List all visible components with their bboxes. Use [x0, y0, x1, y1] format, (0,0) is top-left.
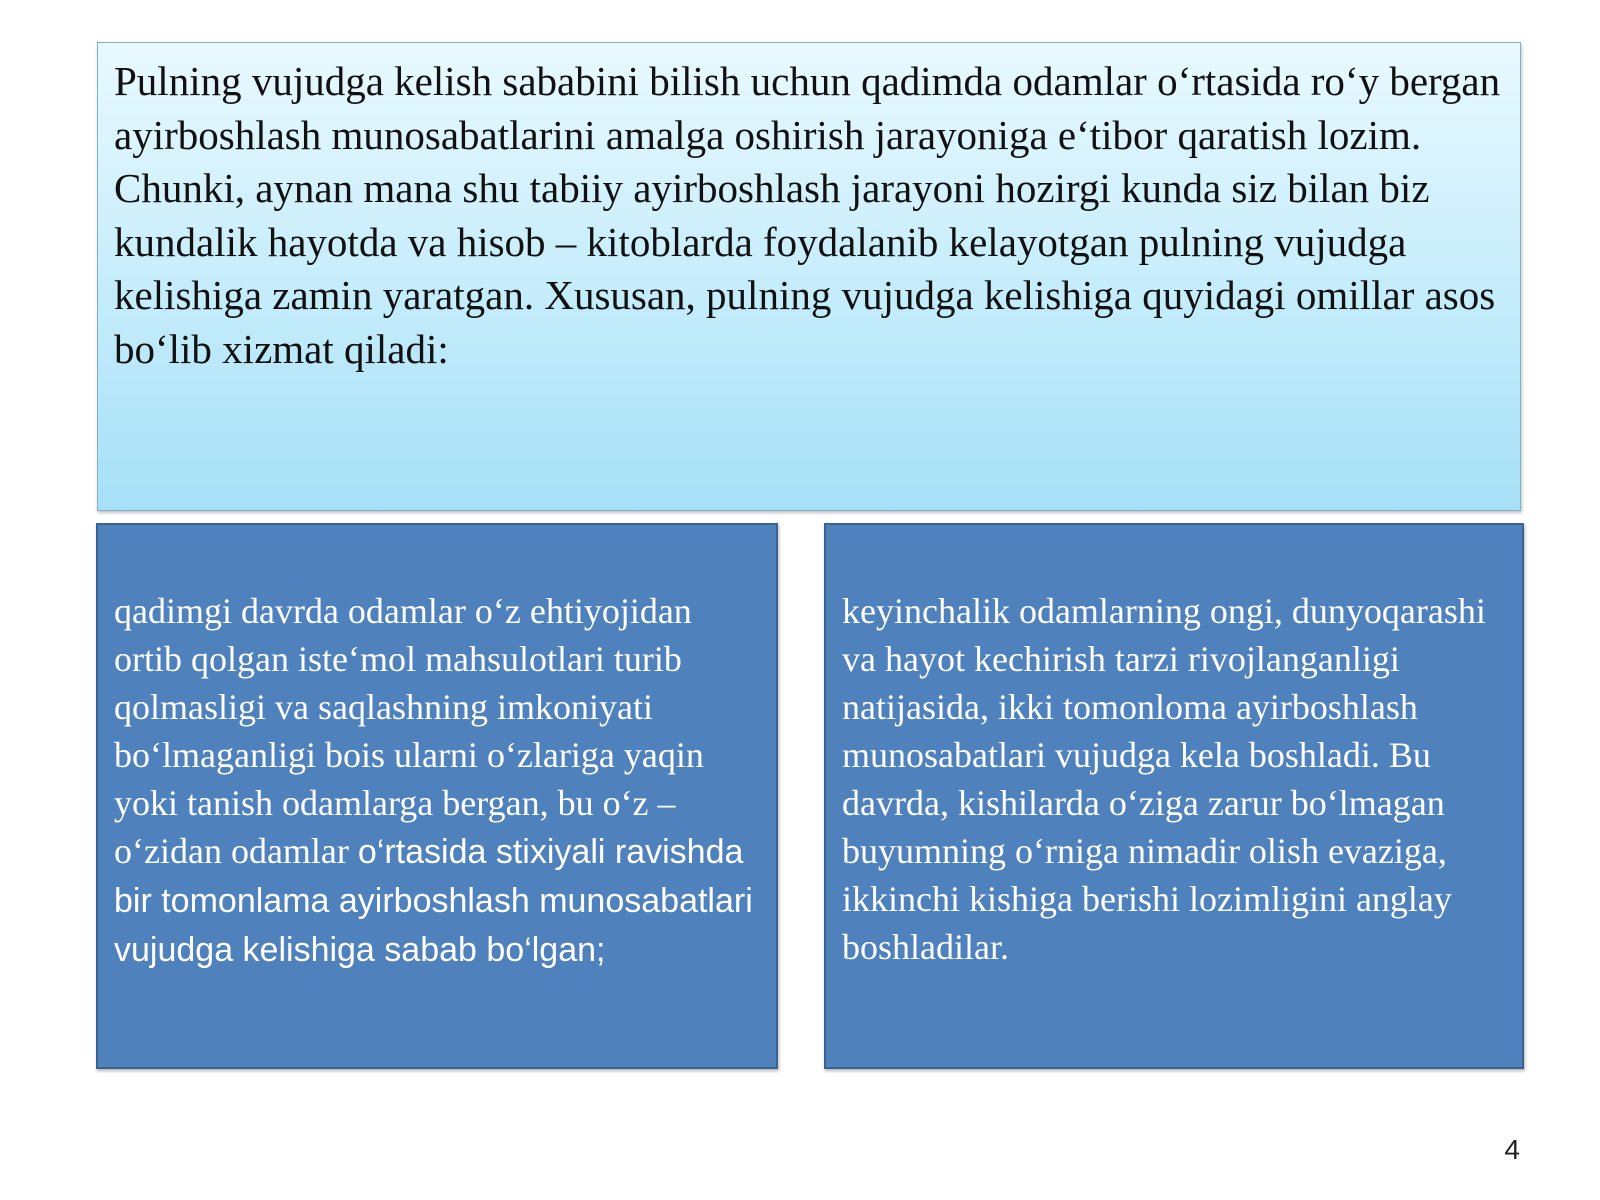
factor-paragraph-right: keyinchalik odamlarning ongi, dunyoqarashi va hayot kechirish tarzi rivojlanganligi natijasida, ikki tomonloma ayirboshlash munosabatlari vujudga kela boshladi. Bu davrda, kishilarda o‘ziga zarur bo‘lmagan buyumning o‘rniga nimadir olish evaziga, ikkinchi kishiga berishi lozimligini anglay boshladilar.	[842, 591, 1486, 967]
page-number: 4	[1504, 1134, 1520, 1165]
factor-paragraph-left	[114, 587, 764, 974]
intro-text-box	[97, 42, 1521, 511]
intro-paragraph: Pulning vujudga kelish sababini bilish uchun qadimda odamlar o‘rtasida ro‘y bergan ayirboshlash munosabatlarini amalga oshirish jarayoniga e‘tibor qaratish lozim. Chunki, aynan mana shu tabiiy ayirboshlash jarayoni hozirgi kunda siz bilan biz kundalik hayotda va hisob – kitoblarda foydalanib kelayotgan pulning vujudga kelishiga zamin yaratgan. Xususan, pulning vujudga kelishiga quyidagi omillar asos bo‘lib xizmat qiladi:	[114, 58, 1501, 372]
factor-text-left-serif: qadimgi davrda odamlar o‘z ehtiyojidan ortib qolgan iste‘mol mahsulotlari turib qolmasligi va saqlashning imkoniyati bo‘lmaganligi bois ularni o‘zlariga yaqin yoki tanish odamlarga bergan, bu o‘z – o‘zidan odamlar	[114, 591, 704, 871]
factor-box-two-sided-exchange	[824, 523, 1524, 1069]
factor-box-one-sided-exchange	[96, 523, 778, 1069]
factor-text-left-sans: o‘rtasida stixiyali ravishda bir tomonlama ayirboshlash munosabatlari vujudga kelishiga sabab bo‘lgan;	[114, 833, 753, 969]
